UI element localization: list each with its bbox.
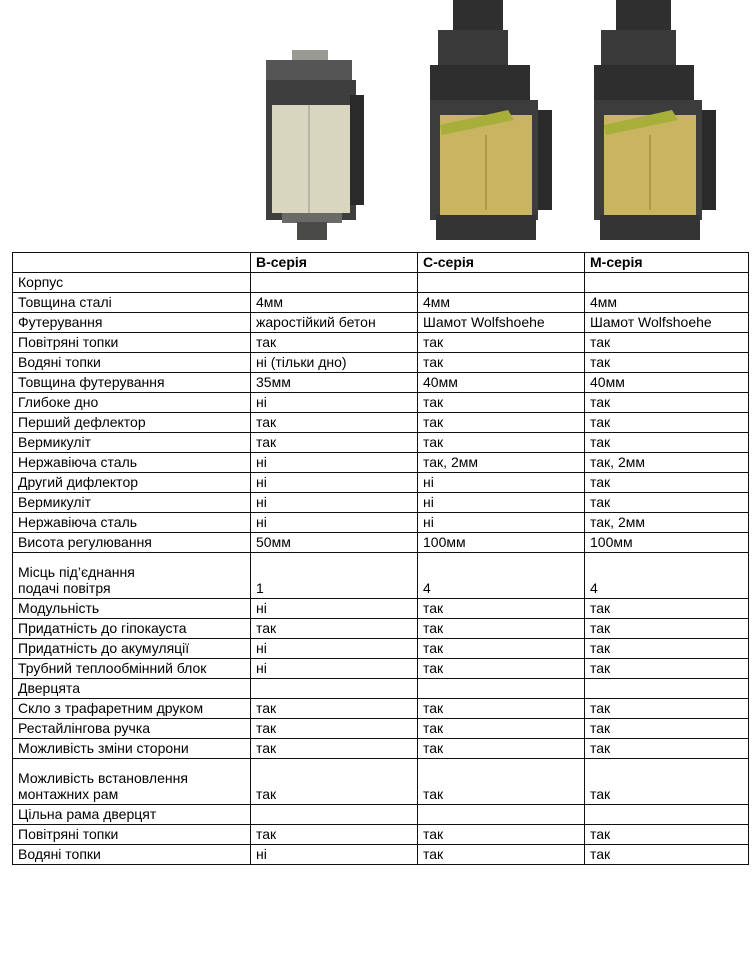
cell-value: так [418,393,585,413]
cell-value [585,805,749,825]
cell-value: так [418,759,585,805]
cell-value [585,679,749,699]
cell-value: ні [251,493,418,513]
table-row [13,805,749,825]
row-label: Вермикуліт [13,493,251,513]
cell-value [585,273,749,293]
cell-value: так [251,739,418,759]
row-label: Придатність до гіпокауста [13,619,251,639]
cell-value: так [418,599,585,619]
row-label: Можливість встановлення монтажних рам [13,759,251,805]
cell-value: так [585,353,749,373]
table-row [13,293,749,313]
cell-value: 100мм [585,533,749,553]
cell-value: так [585,473,749,493]
table-row [13,373,749,393]
table-row [13,433,749,453]
cell-value: так [251,759,418,805]
cell-value: так, 2мм [585,513,749,533]
cell-value [251,679,418,699]
row-label: Можливість зміни сторони [13,739,251,759]
cell-value: 50мм [251,533,418,553]
table-row [13,473,749,493]
cell-value: 1 [251,553,418,599]
cell-value: так [585,699,749,719]
row-label: Корпус [13,273,251,293]
specs-table [12,252,749,865]
table-row [13,759,749,805]
cell-value: ні [251,599,418,619]
row-label: Нержавіюча сталь [13,513,251,533]
row-label: Нержавіюча сталь [13,453,251,473]
cell-value: так [585,719,749,739]
table-row [13,845,749,865]
cell-value: ні [251,639,418,659]
row-label: Товщина сталі [13,293,251,313]
table-row [13,513,749,533]
table-row [13,493,749,513]
cell-value: Шамот Wolfshoehe [418,313,585,333]
row-label: Перший дефлектор [13,413,251,433]
cell-value: так [585,659,749,679]
cell-value: так [251,719,418,739]
cell-value: так [418,333,585,353]
table-header-row [13,253,749,273]
table-row [13,353,749,373]
table-row [13,413,749,433]
cell-value: так [251,825,418,845]
row-label: Трубний теплообмінний блок [13,659,251,679]
cell-value: так [585,639,749,659]
cell-value: ні [251,453,418,473]
cell-value [418,273,585,293]
header-cell-b-series: B-серія [251,253,418,273]
cell-value: так, 2мм [585,453,749,473]
row-label: Висота регулювання [13,533,251,553]
table-row [13,553,749,599]
cell-value: ні [251,845,418,865]
table-row [13,825,749,845]
cell-value [418,679,585,699]
cell-value: так [418,413,585,433]
cell-value: так [585,739,749,759]
header-cell-blank [13,253,251,273]
cell-value: так [585,333,749,353]
table-row [13,599,749,619]
cell-value: так [585,845,749,865]
row-label: Місць під’єднання подачі повітря [13,553,251,599]
cell-value: так [418,699,585,719]
row-label: Товщина футерування [13,373,251,393]
cell-value: так [418,619,585,639]
cell-value: так [251,413,418,433]
table-row [13,639,749,659]
cell-value: 4мм [418,293,585,313]
cell-value: так [251,699,418,719]
cell-value: так [585,433,749,453]
table-row [13,659,749,679]
header-cell-m-series: M-серія [585,253,749,273]
row-label: Водяні топки [13,353,251,373]
table-row [13,699,749,719]
cell-value: так [585,393,749,413]
cell-value: 40мм [585,373,749,393]
cell-value: ні (тільки дно) [251,353,418,373]
cell-value: 4 [585,553,749,599]
table-row [13,273,749,293]
c-series-stove-image [418,0,561,250]
cell-value: так [418,825,585,845]
row-label: Водяні топки [13,845,251,865]
cell-value: так [418,739,585,759]
cell-value: 4 [418,553,585,599]
cell-value: ні [251,473,418,493]
cell-value: 35мм [251,373,418,393]
cell-value: так [585,759,749,805]
row-label: Повітряні топки [13,825,251,845]
cell-value: так [418,353,585,373]
header-cell-c-series: C-серія [418,253,585,273]
cell-value: так [418,845,585,865]
cell-value: 40мм [418,373,585,393]
cell-value: ні [418,473,585,493]
cell-value: Шамот Wolfshoehe [585,313,749,333]
cell-value [418,805,585,825]
cell-value: так [585,619,749,639]
table-row [13,313,749,333]
row-label: Придатність до акумуляції [13,639,251,659]
cell-value: так [418,433,585,453]
row-label: Дверцята [13,679,251,699]
cell-value: жаростійкий бетон [251,313,418,333]
cell-value: так, 2мм [418,453,585,473]
table-row [13,619,749,639]
table-row [13,533,749,553]
row-label: Скло з трафаретним друком [13,699,251,719]
table-row [13,333,749,353]
cell-value: так [251,433,418,453]
cell-value: так [585,413,749,433]
cell-value [251,273,418,293]
row-label: Другий дифлектор [13,473,251,493]
cell-value: 4мм [251,293,418,313]
m-series-stove-image [586,0,726,250]
cell-value: так [585,599,749,619]
table-row [13,393,749,413]
cell-value: 4мм [585,293,749,313]
cell-value: ні [418,513,585,533]
row-label: Цільна рама дверцят [13,805,251,825]
cell-value: так [585,493,749,513]
row-label: Футерування [13,313,251,333]
row-label: Глибоке дно [13,393,251,413]
cell-value: так [251,619,418,639]
cell-value: так [418,659,585,679]
row-label: Повітряні топки [13,333,251,353]
table-row [13,679,749,699]
cell-value: ні [418,493,585,513]
cell-value: 100мм [418,533,585,553]
table-row [13,453,749,473]
cell-value: так [418,639,585,659]
cell-value: ні [251,393,418,413]
b-series-stove-image [252,0,370,250]
table-row [13,739,749,759]
table-row [13,719,749,739]
row-label: Вермикуліт [13,433,251,453]
cell-value: ні [251,659,418,679]
cell-value: так [251,333,418,353]
row-label: Рестайлінгова ручка [13,719,251,739]
cell-value: ні [251,513,418,533]
row-label: Модульність [13,599,251,619]
cell-value: так [585,825,749,845]
cell-value [251,805,418,825]
cell-value: так [418,719,585,739]
